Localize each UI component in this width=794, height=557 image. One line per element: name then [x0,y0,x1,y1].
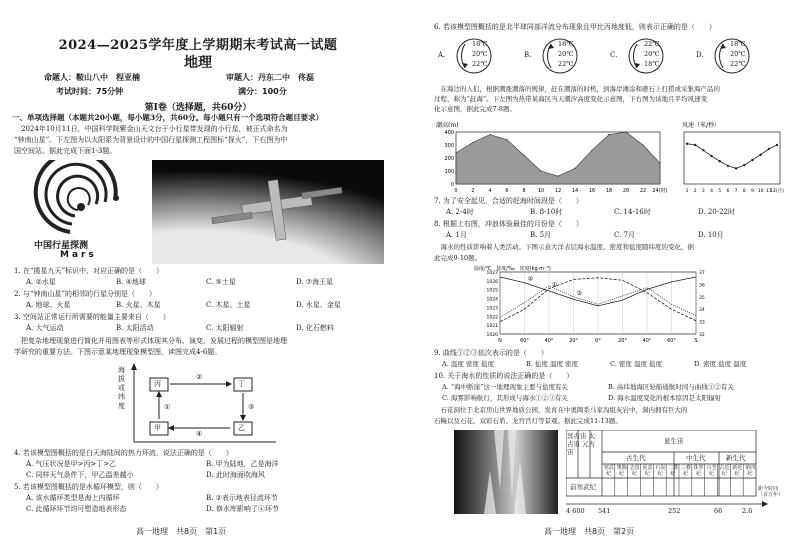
q10-stem: 10. 关于海水的性质的说法正确的是（ ） [434,372,574,380]
ocean-x-tick: 40° [544,338,554,344]
tide-x-tick: 0 [454,188,458,194]
era-mesozoic: 中生代 [686,454,706,462]
period-cell: 第四纪 [745,465,756,477]
tide-x-tick: 20 [622,188,630,194]
wind-x-tick: 5 [718,189,722,194]
part-title: 第Ⅰ卷（选择题，共60分） [144,103,252,113]
wind-x-tick: 1 [685,189,689,194]
q8-opt-a[interactable]: A. 1月 [446,231,467,239]
q7-stem: 7. 为了安全起见，合适的赶海时间段是（ ） [434,197,583,205]
wind-point [743,164,745,166]
q3-opt-c[interactable]: C. 太阳辐射 [206,324,244,332]
age-4600: 4 600 [566,507,585,514]
arrow-label-1: ① [164,403,171,411]
q9-stem: 9. 曲线①②③依次表示的是（ ） [434,349,548,357]
intro3-line2: 过程，称为“赶海”。下左图为热带某海区当天潮汐高度变化示意图，下右图为该地月平均风速变 [434,95,708,103]
intro3-line3: 化示意图，据此完成7-8题。 [434,105,516,113]
tide-x-tick: 4 [488,188,492,194]
row-precambrian: 前寒武纪 [570,483,596,491]
wind-point [694,144,696,146]
wind-x-tick: 10 [757,189,764,194]
period-cell: 古近纪 [719,465,730,477]
tide-chart [434,118,674,196]
ocean-y-right-tick: 32 [699,333,705,338]
arrow-label-4: ④ [196,430,203,438]
wind-line [687,144,777,169]
ocean-y-right-tick: 33 [699,320,705,326]
period-cell: 志留纪 [629,465,640,477]
node-ding: 丁 [238,380,245,388]
period-cell: 石炭纪 [655,465,666,477]
tide-y-tick: 200 [444,156,454,162]
q6-label-b[interactable]: B. [524,51,532,59]
wind-point [702,149,704,151]
ocean-y-left-tick: 1020 [486,333,498,338]
wind-point [735,167,737,169]
wind-x-tick: 8 [742,189,746,194]
tide-point [540,170,541,171]
q6-label-d[interactable]: D. [696,51,704,59]
ocean-y-left-tick: 1024 [486,297,498,303]
arrow-label-2: ② [196,373,203,381]
intro5-line1: 石花洞位于北京房山世界地质公园，发育在中奥陶系马家沟组灰岩中，洞内拥有巨大的 [434,406,688,414]
wind-point [719,160,721,162]
ocean-series-label: ③ [576,289,582,297]
tide-x-tick: 24(时) [652,188,668,194]
q6a-t2: 20℃ [472,50,488,58]
wind-point [686,143,688,145]
tide-x-tick: 16 [588,188,596,194]
q4-opt-c[interactable]: C. 同样天气条件下，甲乙温差越小 [26,471,134,479]
q9-opt-c[interactable]: C. 密度 温度 盐度 [610,360,663,368]
q4-opt-b[interactable]: B. 甲为陆地，乙是海洋 [206,460,279,468]
circulation-model-diagram [116,362,286,446]
tide-point [472,142,473,143]
tide-y-tick: 0 [450,182,454,188]
q6-stem: 6. 若该模型图概括的是北半球同部洋流分布现象且甲比丙地度低，则表示正确的是（ ） [434,23,716,31]
tide-point [455,152,456,153]
node-jia: 甲 [154,424,161,432]
ocean-x-tick: 60° [520,338,529,344]
node-yi: 乙 [238,424,245,432]
tide-chart-title: 潮高(m) [436,122,459,129]
ocean-y-left-tick: 1023 [486,306,498,312]
q3-opt-d[interactable]: D. 化石燃料 [296,324,334,332]
period-cell: 三叠纪 [680,465,691,477]
q6c-t2: 20℃ [644,50,660,58]
q7-opt-b[interactable]: B. 8-10时 [530,208,563,216]
q2-opt-c[interactable]: C. 木星、土星 [206,301,251,309]
q7-opt-d[interactable]: D. 20-22时 [698,208,735,216]
intro4-line2: 此完成9-10题。 [434,254,482,262]
period-cell: 寒武纪 [603,465,614,477]
q5-opt-b[interactable]: B. ②表示地表径流环节 [206,494,278,502]
ocean-y-left-tick: 1026 [486,279,498,285]
q3-stem: 3. 空间站正常运行所需要的能量主要来自（ ） [14,313,170,321]
tide-x-tick: 10 [537,188,545,194]
q2-opt-a[interactable]: A. 地球、火星 [26,301,71,309]
wind-point [727,165,729,167]
intro4-line1: 海水的性质影响着人类活动。下图示意大洋表层海水温度、密度和盐度随纬度的变化，据 [434,243,694,251]
ocean-y-left-tick: 1021 [486,324,498,330]
intro2-line1: 把复杂地理现象进行简化并用图表等形式体现其分布、演变、发展过程的模型图是地理 [14,337,287,345]
ocean-property-chart [474,264,724,346]
q6d-t1: 18℃ [730,40,746,48]
ocean-y-left-tick: 1025 [486,288,498,294]
q8-stem: 8. 根据上右图，冲浪体验最佳的月份是（ ） [434,220,583,228]
q6b-t2: 20℃ [558,50,574,58]
q5-opt-a[interactable]: A. 该水循环类型是海上内循环 [26,494,120,502]
full-score: 满分：100分 [238,87,287,96]
q6-label-c[interactable]: C. [610,51,618,59]
period-cell: 白垩纪 [706,465,717,477]
intro5-line2: 石幔以及石花、双彩石盾、龙宫宫灯等景观。据此完成11-13题。 [434,417,622,425]
tide-point [489,134,490,135]
cave-photo [454,430,558,514]
age-unit: 距今时间（百万年） [758,486,784,498]
tide-y-tick: 300 [444,143,454,149]
tide-x-tick: 14 [571,188,579,194]
wind-point [710,155,712,157]
q10-opt-c[interactable]: C. 海雾影响航行，其形成与海水①②③有关 [442,394,568,402]
ocean-x-tick: N [498,338,502,344]
age-252: 252 [668,507,681,514]
tide-point [642,144,643,145]
wind-x-tick: 11 [765,189,772,194]
wind-chart [678,118,788,196]
tide-x-tick: 2 [471,188,475,194]
tide-point [659,163,660,164]
page-footer-2: 高一地理 共8页 第2页 [544,527,635,536]
age-541: 541 [598,507,611,514]
q9-opt-b[interactable]: B. 盐度 温度 密度 [526,360,579,368]
wind-point [751,159,753,161]
q6c-t3: 18℃ [644,60,660,68]
tide-y-tick: 100 [444,169,454,175]
left-page [6,0,390,557]
q8-opt-c[interactable]: C. 7月 [614,231,636,239]
wind-x-tick: 7 [734,189,738,194]
tide-point [506,139,507,140]
period-cell: 二叠纪 [668,465,679,477]
subject-title: 地理 [184,55,212,71]
table-phanerozoic: 显生宙 [664,437,684,445]
intro1-line3: 国空间站。据此完成下面1-3题。 [14,147,117,155]
geologic-time-table [566,430,784,514]
q6b-t3: 22℃ [558,60,574,68]
q4-opt-d[interactable]: D. 此时海面吹海风 [206,471,265,479]
wind-point [776,144,778,146]
q10-opt-a[interactable]: A. “海中断崖”这一地理现象主要与盐度有关 [442,383,568,391]
q10-opt-d[interactable]: D. 海水温度变化的根本原因是太阳辐射 [608,394,722,402]
q5-stem: 5. 若该模型图概括的是水循环模型，则（ ） [14,483,163,491]
ocean-x-tick: 20° [618,338,627,344]
ocean-y-left-tick: 1027 [486,271,498,276]
tide-point [523,155,524,156]
q2-opt-d[interactable]: D. 水星、金星 [296,301,341,309]
ocean-series-label: ② [527,275,533,283]
q8-opt-d[interactable]: D. 10月 [698,231,724,239]
q6d-t2: 20℃ [730,50,746,58]
tide-x-tick: 22 [639,188,647,194]
tide-x-tick: 6 [505,188,509,194]
q6-label-a[interactable]: A. [438,51,446,59]
q6a-t1: 18℃ [472,40,488,48]
tide-point [608,134,609,135]
wind-x-tick: 12(月) [770,189,784,194]
q7-opt-c[interactable]: C. 14-16时 [614,208,651,216]
q1-stem: 1. 在“揽星九天”标识中，对应正确的是（ ） [14,267,164,275]
q10-opt-b[interactable]: B. 高纬地海区轮船通航时间与曲线①②有关 [608,383,734,391]
q6d-t3: 22℃ [730,60,746,68]
wind-x-tick: 4 [710,189,713,194]
q2-opt-b[interactable]: B. 火星、木星 [116,301,161,309]
arrow-label-3: ③ [248,403,255,411]
q7-opt-a[interactable]: A. 2-4时 [446,208,474,216]
q9-opt-a[interactable]: A. 温度 密度 盐度 [442,360,494,368]
model-y-label: 海拔或纬度 [118,366,125,410]
q5-opt-d[interactable]: D. 修水库影响了④环节 [206,505,279,513]
tide-point [557,176,558,177]
q3-opt-b[interactable]: B. 太阳活动 [116,324,154,332]
wind-x-tick: 6 [726,189,730,194]
section-heading: 一、单项选择题（本题共20小题，每小题3分，共60分。每小题只有一个选项符合题目要求） [12,113,324,122]
intro1-line1: 2024年10月11日，中国科学院紫金山天文台于小行星带发现的小行星，被正式命名为 [14,125,288,133]
ocean-y-right-tick: 34 [699,308,705,314]
q6c-t1: 22℃ [644,40,660,48]
q9-opt-d[interactable]: D. 密度 盐度 温度 [694,360,747,368]
q8-opt-b[interactable]: B. 5月 [530,231,552,239]
age-66: 66 [714,507,723,514]
ocean-y-left-tick: 1022 [486,315,498,321]
ocean-y-right-tick: 37 [699,271,705,276]
q6a-t3: 22℃ [472,60,488,68]
ocean-y-right-tick: 35 [699,295,705,301]
wind-x-tick: 9 [751,189,754,194]
logo-sub: Mars [60,250,97,260]
ocean-series-label: ① [552,281,558,289]
era-cenozoic: 新生代 [726,454,746,462]
intro3-line1: 在海边的人们，根据潮涨潮落的规律，赶在潮落的时机，到海岸滩涂和礁石上打捞或采集海产品的 [434,85,720,93]
q1-opt-b[interactable]: B. ④地球 [116,278,146,286]
page-footer-1: 高一地理 共8页 第1页 [136,527,227,536]
right-page [404,0,788,557]
q3-opt-a[interactable]: A. 大气运动 [26,324,64,332]
wind-plot-frame [684,132,780,184]
table-precambrian-eons: 冥古宙 太古宙 元古宙 [567,432,596,456]
exam-title: 2024—2025学年度上学期期末考试高一试题 [58,38,338,53]
q6b-t1: 18℃ [558,40,574,48]
ocean-x-tick: S [694,338,698,344]
tide-point [625,131,626,132]
period-cell: 奥陶纪 [616,465,627,477]
ocean-x-tick: 0° [595,338,601,344]
tide-y-tick: 400 [444,130,454,136]
q4-opt-a[interactable]: A. 气压状况是甲>丙>丁>乙 [26,460,117,468]
period-cell: 泥盆纪 [642,465,653,477]
tide-point [591,150,592,151]
ocean-chart-title: 温度/℃ 盐度/‰ 密度(kg·m⁻³) [474,266,551,272]
mars-logo [20,160,140,264]
intro1-line2: “钟南山星”。下左图为以太阳系为背景设计的中国行星探测工程图标“探火”，下右图为中 [14,136,288,144]
q6-current-diagrams [438,36,778,80]
wind-x-tick: 3 [701,189,705,194]
wind-point [768,148,770,150]
tide-x-tick: 8 [522,188,526,194]
ocean-x-tick: 20° [569,338,578,344]
node-bing: 丙 [154,380,161,388]
ocean-x-tick: 40° [642,338,652,344]
age-2-6: 2.6 [742,507,753,514]
q1-opt-d[interactable]: D. ⑦海王星 [296,278,334,286]
q2-stem: 2. 与“钟南山星”的相邻的行星分别是（ ） [14,290,157,298]
exam-time: 考试时间：75分钟 [56,87,124,96]
tide-x-tick: 12 [554,188,562,194]
q4-stem: 4. 若该模型图概括的是白天海陆间的热力环流，说法正确的是（ ） [14,449,233,457]
q5-opt-c[interactable]: C. 此循环环节均可塑造地表形态 [26,505,127,513]
period-cell: 侏罗纪 [693,465,704,477]
tide-point [574,168,575,169]
wind-chart-title: 风速（米/秒） [682,122,721,129]
q1-opt-c[interactable]: C. ⑤土星 [206,278,236,286]
intro2-line2: 学研究的重要方法。下图示意某地理现象模型图，读图完成4-6题。 [14,348,222,356]
ocean-y-right-tick: 36 [699,283,705,289]
era-paleozoic: 古生代 [626,454,646,462]
ocean-x-tick: 60° [667,338,676,344]
q1-opt-a[interactable]: A. ②水星 [26,278,56,286]
reviewer: 审题人：丹东二中 佟磊 [226,73,314,82]
space-station-photo [152,160,384,264]
wind-point [759,154,761,156]
tide-x-tick: 18 [605,188,613,194]
wind-x-tick: 2 [693,189,697,194]
logo-text: 中国行星探测 [34,241,89,251]
period-cell: 新近纪 [732,465,743,477]
setters: 命题人：鞍山八中 程亚楠 [44,73,140,82]
